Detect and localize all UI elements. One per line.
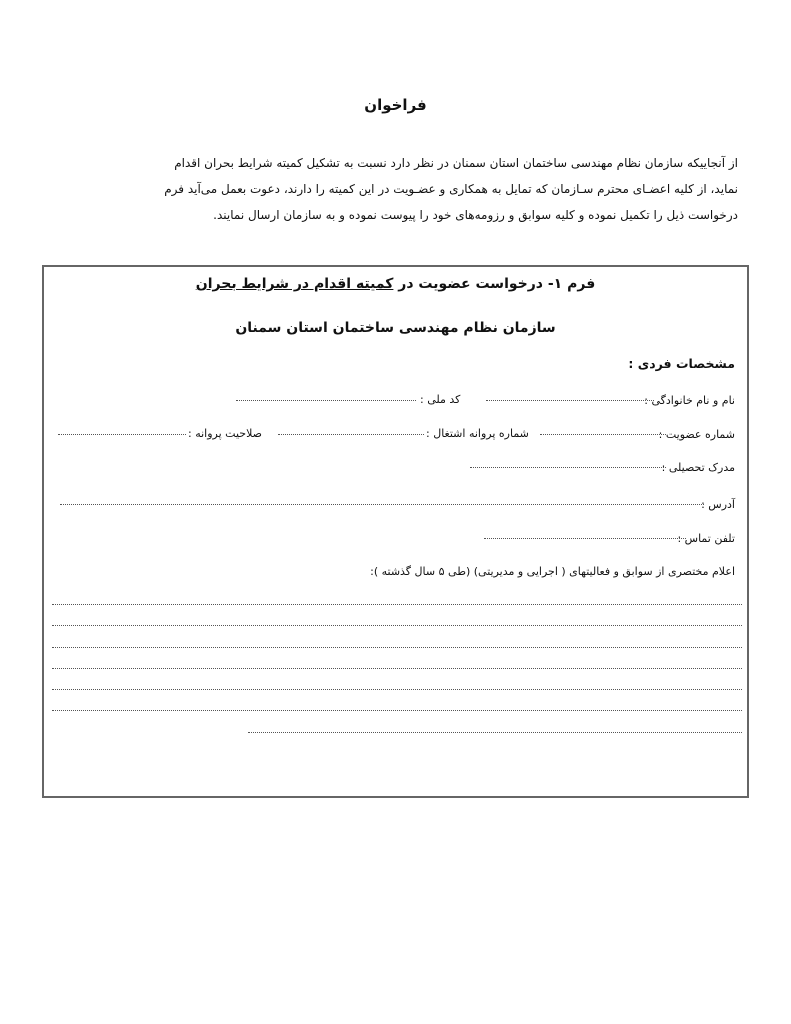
education-input[interactable]	[470, 467, 666, 468]
section-personal-info: مشخصات فردی :	[628, 356, 735, 371]
license-no-label: شماره پروانه اشتغال :	[426, 427, 529, 440]
history-line[interactable]	[52, 668, 742, 669]
history-line[interactable]	[52, 689, 742, 690]
membership-no-label: شماره عضویت :	[658, 428, 735, 441]
form-title-underlined: کمیته اقدام در شرایط بحران	[195, 276, 394, 292]
form-title	[42, 276, 749, 292]
phone-input[interactable]	[484, 538, 686, 539]
history-line[interactable]	[52, 710, 742, 711]
history-line[interactable]	[52, 625, 742, 626]
membership-no-input[interactable]	[540, 434, 666, 435]
national-code-field	[420, 393, 460, 406]
education-label: مدرک تحصیلی :	[661, 461, 735, 474]
license-qualification-field	[188, 427, 262, 440]
license-no-input[interactable]	[278, 434, 424, 435]
full-name-input[interactable]	[486, 400, 654, 401]
history-line[interactable]	[52, 647, 742, 648]
history-line[interactable]	[52, 604, 742, 605]
national-code-label: کد ملی :	[420, 393, 461, 406]
full-name-label: نام و نام خانوادگی :	[644, 394, 735, 407]
page-title: فراخوان	[364, 96, 427, 114]
license-no-field	[426, 427, 529, 440]
education-field	[662, 461, 735, 474]
phone-field	[677, 532, 735, 545]
form-title-prefix: فرم ۱- درخواست عضویت در	[393, 276, 596, 292]
address-label: آدرس :	[701, 498, 735, 511]
intro-line: نماید، از کلیه اعضـای محترم سـازمان که تمایل به همکاری و عضـویت در این کمیته را دارند، دعوت بعمل می‌آید فرم	[164, 182, 738, 196]
history-line[interactable]	[248, 732, 742, 733]
membership-no-field	[659, 428, 735, 441]
intro-line: از آنجاییکه سازمان نظام مهندسی ساختمان استان سمنان در نظر دارد نسبت به تشکیل کمیته شرایط بحران اقدام	[174, 156, 738, 170]
address-input[interactable]	[60, 504, 704, 505]
license-qualification-input[interactable]	[58, 434, 186, 435]
phone-label: تلفن تماس :	[677, 532, 735, 545]
national-code-input[interactable]	[236, 400, 416, 401]
form-box	[42, 265, 749, 798]
history-label: اعلام مختصری از سوابق و فعالیتهای ( اجرایی و مدیریتی) (طی ۵ سال گذشته ):	[370, 565, 735, 578]
intro-paragraph	[88, 150, 738, 228]
history-field	[370, 565, 735, 578]
address-field	[701, 498, 735, 511]
intro-line: درخواست ذیل را تکمیل نموده و کلیه سوابق و رزومه‌های خود را پیوست نموده و به سازمان ارسال نمایند.	[213, 208, 738, 222]
organization-name: سازمان نظام مهندسی ساختمان استان سمنان	[235, 320, 556, 336]
license-qualification-label: صلاحیت پروانه :	[188, 427, 262, 440]
full-name-field	[644, 394, 735, 407]
